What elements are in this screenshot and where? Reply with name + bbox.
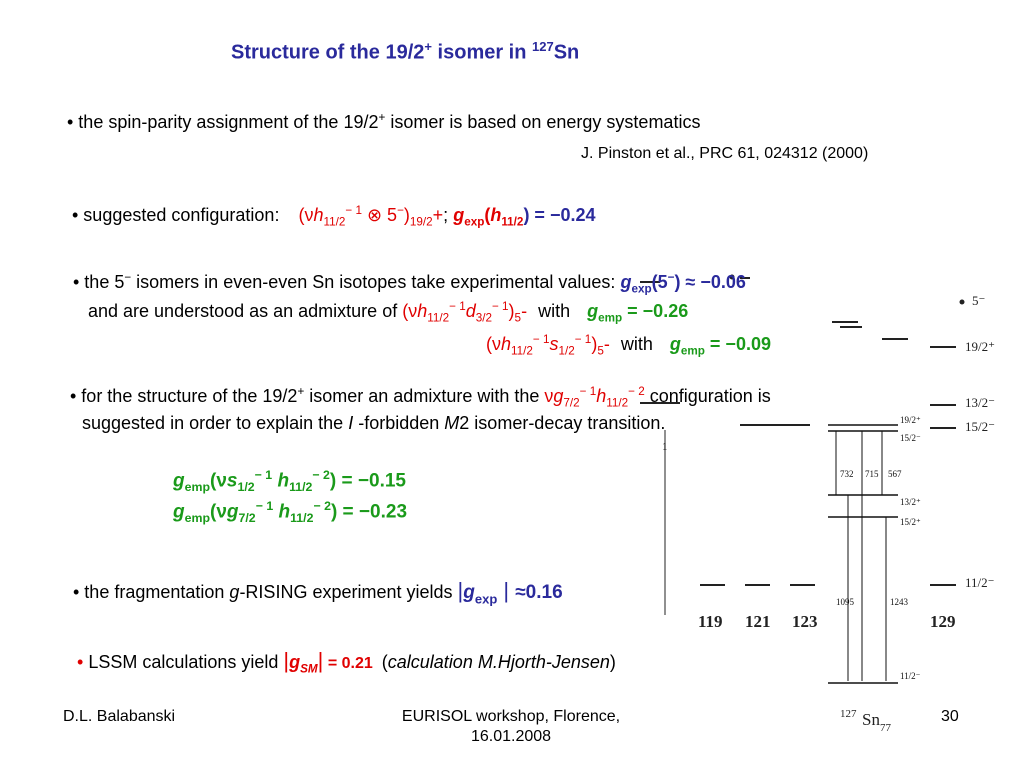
mix2-h: h — [501, 334, 512, 354]
b6-bar2: | — [317, 648, 324, 673]
b4-h-sub: 11/2 — [606, 396, 629, 410]
b6-dot: • — [77, 652, 84, 672]
nucleus-label — [840, 708, 880, 725]
f2-g: g — [173, 501, 185, 523]
b5-bar2: | — [503, 578, 510, 603]
mix1-h-sub: 11/2 — [427, 311, 450, 325]
b4-h: h — [596, 386, 607, 406]
title-sup: + — [424, 39, 432, 54]
gemp2-g: g — [669, 334, 681, 354]
config-h: h — [313, 205, 324, 225]
b4-line2-M: M — [444, 413, 460, 433]
b4-line2-mid: -forbidden — [353, 413, 440, 433]
bullet3-line3 — [486, 333, 771, 358]
f1-g: g — [173, 470, 185, 492]
reference-citation: J. Pinston et al., PRC 61, 024312 (2000) — [581, 145, 869, 162]
gexp-value: ) = −0.24 — [523, 205, 596, 225]
b5-mid: -RISING experiment yields — [239, 582, 453, 602]
mix1-h: h — [417, 301, 428, 321]
f1-h: h — [272, 470, 290, 492]
b5-pre: • the fragmentation — [73, 582, 225, 602]
title-mass: 127 — [532, 39, 554, 54]
b5-val: ≈0.16 — [515, 582, 563, 603]
footer-page-number: 30 — [941, 708, 959, 725]
bullet-19-2-structure — [70, 385, 771, 410]
mix2-h-sup: − 1 — [532, 333, 550, 346]
b4-line1-pre: • for the structure of the 19/2 — [70, 386, 298, 406]
isotope-labels — [698, 612, 956, 631]
bullet2-pre: • suggested configuration: — [72, 205, 280, 225]
gexp-paren: ( — [484, 205, 491, 225]
gemp2-val: = −0.09 — [704, 334, 771, 354]
mix1-with: with — [538, 301, 571, 321]
b4-line2-I: I — [348, 413, 354, 433]
b4-line1-sup: + — [297, 385, 305, 398]
bullet1-pre: • the spin-parity assignment of the 19/2 — [67, 112, 379, 132]
label-13-2: 13/2⁻ — [965, 395, 995, 410]
bullet-lssm — [77, 648, 616, 676]
b3-line1-sup: − — [124, 271, 132, 284]
mix1-h-sup: − 1 — [449, 300, 466, 313]
bullet1-post: isomer is based on energy systematics — [385, 112, 701, 132]
footer-event — [366, 708, 656, 746]
gamma-715: 715 — [865, 469, 879, 479]
b4-line1-end: configuration is — [644, 386, 771, 406]
label-19-2plus: 19/2⁺ — [965, 339, 995, 354]
mix2-s: s — [549, 334, 559, 354]
b4-line2-pre: suggested in order to explain the — [82, 413, 344, 433]
level-scheme-diagram — [600, 255, 1000, 725]
formula-gemp-s12 — [173, 468, 406, 494]
b4-g-sup: − 1 — [579, 385, 597, 398]
systematics-labels — [965, 293, 995, 590]
b5-bar: | — [457, 578, 464, 603]
b4-nu: ν — [544, 386, 554, 406]
gamma-732: 732 — [840, 469, 854, 479]
config-expression — [298, 204, 444, 229]
mix2-close-sup: - — [603, 334, 610, 354]
level-13-2: 13/2⁺ — [900, 497, 921, 507]
b6-pre: LSSM calculations yield — [83, 652, 279, 672]
b3-g-sub: exp — [631, 282, 652, 296]
b3-g-paren-sup: − — [667, 271, 675, 284]
gexp-5minus — [620, 271, 746, 296]
gsm-abs — [283, 648, 373, 676]
b5-g: g — [463, 582, 475, 603]
b5-g-it: g — [229, 582, 240, 602]
mix1-d-sub: 3/2 — [475, 311, 492, 325]
gexp-h: h — [490, 205, 502, 225]
bullet-rising-experiment — [73, 578, 563, 606]
mix2-s-sub: 1/2 — [558, 344, 575, 358]
bullet-spin-parity — [67, 111, 700, 133]
mix1-d-sup: − 1 — [491, 300, 509, 313]
f2-g2-sup: − 1 — [255, 499, 274, 513]
mix2-close-sub: 5 — [597, 344, 604, 358]
f2-h-sub: 11/2 — [290, 511, 314, 526]
config-semicolon: ; — [443, 205, 449, 225]
title-element: Sn — [553, 41, 580, 64]
level-19-2: 19/2⁺ — [900, 415, 921, 425]
mix2-s-sup: − 1 — [574, 333, 592, 346]
b5-g-sub: exp — [474, 591, 498, 607]
f1-h-sub: 11/2 — [289, 480, 313, 495]
isotope-129: 129 — [930, 612, 956, 631]
bullet3-line2 — [88, 300, 688, 325]
config-nu: (ν — [298, 205, 314, 225]
sn127-labels — [836, 415, 921, 681]
gamma-567: 567 — [888, 469, 902, 479]
footer-event-line2: 16.01.2008 — [470, 728, 552, 745]
f2-val: ) = −0.23 — [330, 501, 408, 523]
gexp-abs — [457, 578, 563, 607]
config-close-sub: 19/2 — [409, 215, 433, 229]
isotope-119: 119 — [698, 612, 723, 631]
footer-author: D.L. Balabanski — [63, 708, 176, 725]
b6-note-close: ) — [609, 652, 616, 672]
marker-dot — [960, 300, 965, 305]
mix2-h-sub: 11/2 — [511, 344, 533, 358]
gemp1-sub: emp — [598, 311, 623, 325]
gexp-sub: exp — [464, 215, 485, 229]
config-five-sup: − — [397, 204, 404, 217]
sn127-levels — [828, 425, 898, 683]
b4-g-sub: 7/2 — [563, 396, 580, 410]
b4-g: g — [553, 386, 564, 406]
f2-open: (ν — [210, 501, 227, 523]
f2-sub: emp — [184, 511, 210, 526]
nucleus-symbol: Sn — [862, 710, 880, 725]
config-h-sup: − 1 — [345, 204, 362, 217]
level-15-2a: 15/2⁻ — [900, 433, 921, 443]
mix2-close: ) — [591, 334, 598, 354]
gemp1-g: g — [587, 301, 599, 321]
b4-h-sup: − 2 — [628, 385, 645, 398]
level-11-2: 11/2⁻ — [900, 671, 921, 681]
gemp2-sub: emp — [680, 344, 705, 358]
gexp-h-sub: 11/2 — [501, 215, 524, 229]
f2-g2-sub: 7/2 — [238, 511, 256, 526]
title-text: Structure of the 19/2 — [231, 41, 425, 64]
f2-g2: g — [226, 501, 239, 523]
mix1-close-sub: 5 — [514, 311, 522, 325]
gexp-h112 — [453, 205, 596, 229]
f1-val: ) = −0.15 — [329, 470, 406, 492]
f2-h-sup: − 2 — [313, 499, 331, 513]
formula-gemp-g72 — [173, 499, 407, 525]
slide-title — [231, 39, 579, 65]
b6-bar: | — [283, 648, 290, 673]
b6-note: calculation M.Hjorth-Jensen — [387, 652, 610, 672]
config-h-sub: 11/2 — [323, 215, 346, 229]
f1-h-sup: − 2 — [312, 468, 330, 482]
b6-note-open: ( — [381, 652, 388, 672]
bullet4-line2 — [82, 413, 665, 434]
b6-g-sub: SM — [300, 662, 318, 676]
label-5minus: 5⁻ — [972, 293, 986, 308]
f1-open: (ν — [210, 470, 227, 492]
mix1-close-sup: - — [521, 301, 528, 321]
mix1-nu: (ν — [402, 301, 418, 321]
bullet-5minus-isomers — [73, 271, 746, 296]
label-11-2: 11/2⁻ — [965, 575, 995, 590]
b6-g: g — [289, 652, 301, 672]
config-close: ) — [403, 205, 410, 225]
gamma-1095: 1095 — [836, 597, 854, 607]
bullet-suggested-configuration — [72, 204, 596, 229]
b4-line1-mid: isomer an admixture with the — [304, 386, 540, 406]
mix1-d: d — [465, 301, 476, 321]
b3-line2-pre: and are understood as an admixture of — [88, 301, 398, 321]
config-close-sup: + — [432, 205, 444, 225]
b4-config — [544, 385, 645, 410]
gemp-026 — [587, 301, 689, 325]
axis-tick-label: 1 — [662, 441, 668, 453]
mix2-expression — [486, 333, 610, 358]
mix1-close: ) — [508, 301, 515, 321]
bullet1-sup: + — [378, 111, 386, 124]
b3-line1-mid: isomers in even-even Sn isotopes take experimental values: — [131, 272, 616, 292]
label-15-2: 15/2⁻ — [965, 419, 995, 434]
b3-g-val: ) ≈ −0.06 — [674, 272, 746, 292]
footer-event-line1: EURISOL workshop, Florence, — [401, 708, 621, 725]
f1-s: s — [226, 470, 238, 492]
isotope-121: 121 — [745, 612, 771, 631]
b3-line1-pre: • the 5 — [73, 272, 125, 292]
gemp-009 — [669, 334, 771, 358]
title-text2: isomer in — [431, 41, 533, 64]
nucleus-n-label: 77 — [880, 722, 891, 734]
f1-s-sup: − 1 — [254, 468, 273, 482]
b4-line2-end: 2 isomer-decay transition. — [459, 413, 666, 433]
config-otimes: ⊗ 5 — [361, 205, 398, 225]
f1-sub: emp — [184, 480, 210, 495]
mix2-with: with — [620, 334, 653, 354]
isotope-123: 123 — [792, 612, 818, 631]
b3-g-paren: (5 — [651, 272, 668, 292]
gamma-1243: 1243 — [890, 597, 908, 607]
mix2-nu: (ν — [486, 334, 501, 354]
level-15-2b: 15/2⁺ — [900, 517, 921, 527]
mix1-expression — [402, 300, 528, 325]
gemp1-val: = −0.26 — [622, 301, 689, 321]
gexp-g: g — [453, 205, 465, 225]
b6-val: = 0.21 — [323, 655, 373, 672]
b3-g: g — [620, 272, 632, 292]
f1-s-sub: 1/2 — [237, 480, 255, 495]
nucleus-mass: 127 — [840, 708, 857, 720]
f2-h: h — [273, 501, 291, 523]
